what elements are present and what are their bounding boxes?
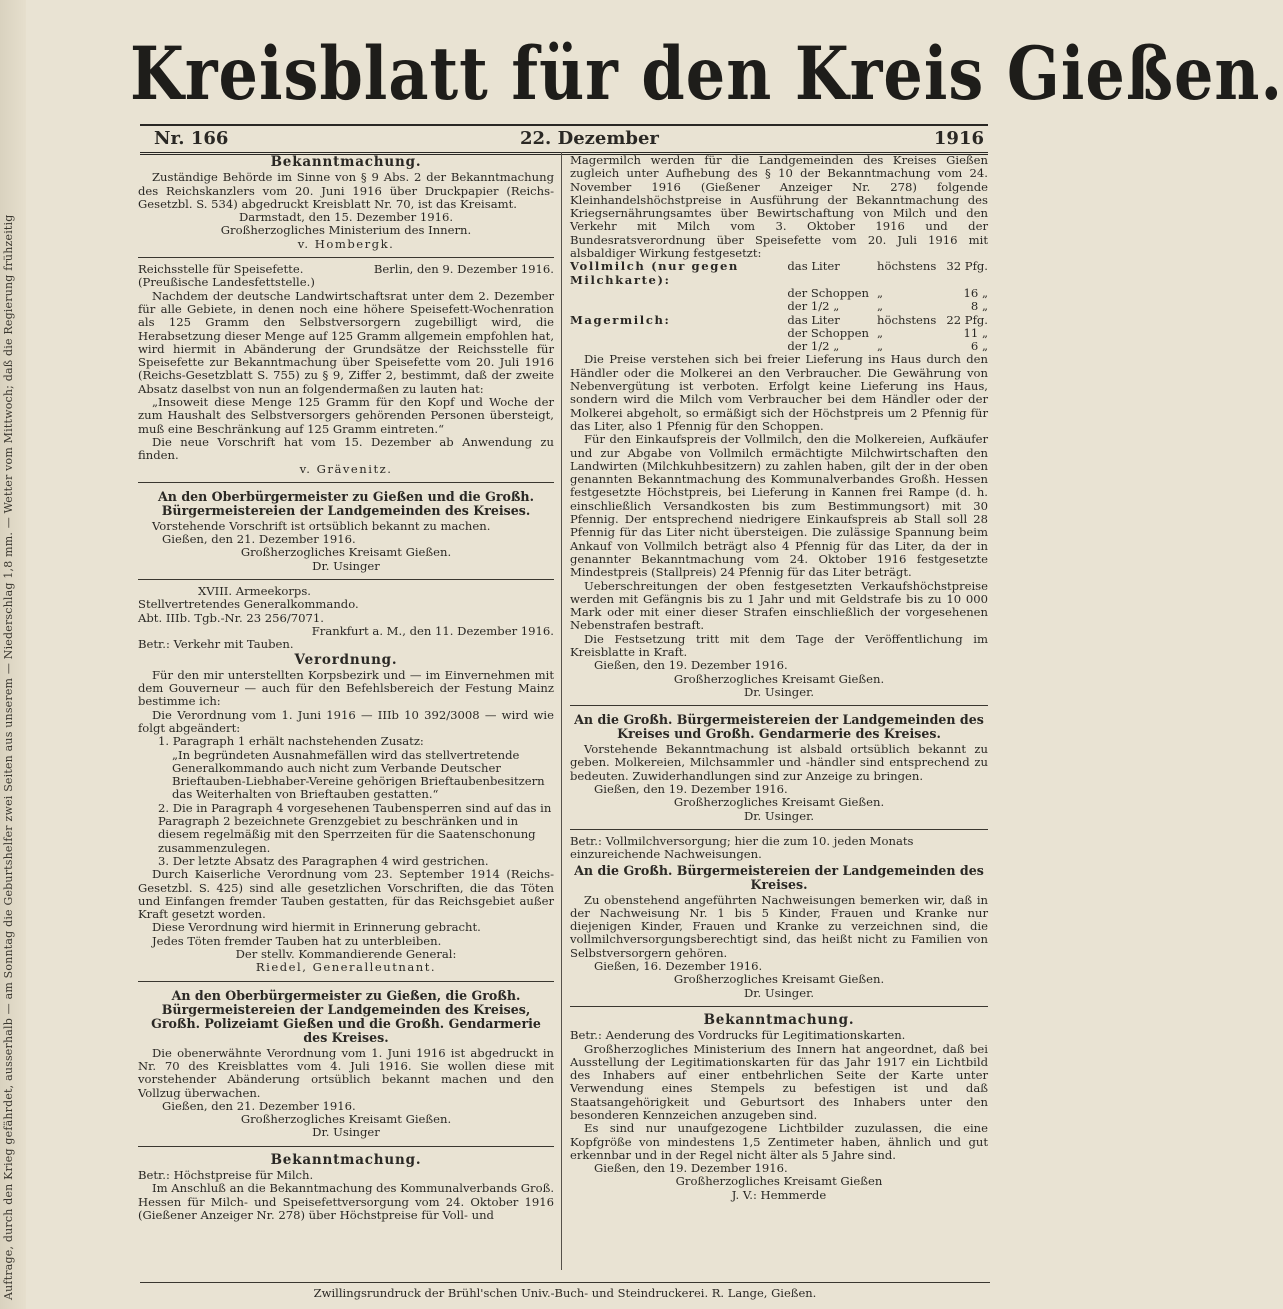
price-ditto: höchstens [877, 259, 937, 274]
notice-body: Großherzogliches Ministerium des Innern hat angeordnet, daß bei Ausstellung der Legitimationskarten für das Jahr 1917 ein Lichtbild des Inhabers auf einer entbehrlichen Seite der Karte unter Verwendung eines Stempels zu befestigen ist und daß Staatsangehörigkeit und Geburtsort des Inhabers unter den besonderen Kennzeichen anzugeben sind. [570, 1041, 988, 1122]
price-ditto: „ [877, 339, 884, 354]
issue-year: 1916 [933, 128, 984, 149]
right-column [570, 152, 988, 1272]
notice-heading: Bekanntmachung. [270, 154, 422, 170]
notice-address: An die Großh. Bürgermeistereien der Landgemeinden des Kreises und Großh. Gendarmerie des Kreises. [574, 712, 984, 742]
notice-place-date: Gießen, den 19. Dezember 1916. [594, 1161, 788, 1176]
price-label: Vollmilch (nur gegen Milchkarte): [570, 259, 739, 287]
notice-speisefette-address [138, 486, 554, 577]
notice-paragraph: Die Verordnung vom 1. Juni 1916 — IIIb 10 392/3008 — wird wie folgt abgeändert: [138, 707, 554, 735]
section-rule [138, 579, 554, 580]
left-column [138, 152, 554, 1272]
notice-authority: Großherzogliches Kreisamt Gießen. [240, 1112, 452, 1127]
notice-paragraph: Durch Kaiserliche Verordnung vom 23. September 1914 (Reichs-Gesetzbl. S. 425) sind alle gesetzlichen Vorschriften, die das Töten und Einfangen fremder Tauben gestatten, für das Reichsgebiet außer Kraft gesetzt worden. [138, 867, 554, 922]
notice-subject: Betr.: Vollmilchversorgung; hier die zum 10. jeden Monats einzureichende Nachweisungen. [570, 833, 914, 862]
price-value: 6 „ [970, 339, 988, 354]
notice-sender: Reichsstelle für Speisefette. [138, 262, 304, 277]
notice-signature: Dr. Usinger. [743, 808, 815, 823]
notice-command: Stellvertretendes Generalkommando. [138, 597, 359, 612]
notice-body: Zu obenstehend angeführten Nachweisungen bemerken wir, daß in der Nachweisung Nr. 1 bis 5 Kinder, Frauen und Kranke nur diejenigen Kinder, Frauen und Kranke zu verzeichnen sind, die vollmilchversorgungsberechtigt sind, das heißt nicht zu Familien von Selbstversorgern gehören. [570, 892, 988, 960]
notice-signature: Riedel, Generalleutnant. [255, 960, 437, 975]
notice-body: Zuständige Behörde im Sinne von § 9 Abs. 2 der Bekanntmachung des Reichskanzlers vom 20. Juni 1916 über Druckpapier (Reichs-Gesetzbl. S. 534) abgedruckt Kreisblatt Nr. 70, ist das Kreisamt. [138, 170, 554, 211]
column-divider [561, 152, 562, 1270]
notice-place-date: Frankfurt a. M., den 11. Dezember 1916. [311, 623, 554, 638]
price-value: 32 Pfg. [946, 259, 988, 274]
notice-signature: v. Hombergk. [297, 236, 395, 251]
price-unit: der Schoppen [787, 325, 869, 340]
price-ditto: „ [877, 299, 884, 314]
notice-subject: Betr.: Höchstpreise für Milch. [138, 1168, 314, 1182]
notice-tauben-address [138, 985, 554, 1144]
price-ditto: „ [877, 325, 884, 340]
notice-paragraph: Diese Verordnung wird hiermit in Erinnerung gebracht. [152, 920, 481, 935]
price-unit: der Schoppen [787, 285, 869, 300]
issue-number: Nr. 166 [154, 128, 229, 149]
table-row [570, 340, 988, 353]
notice-tauben [138, 583, 554, 979]
price-value: 8 „ [970, 299, 988, 314]
section-rule [138, 257, 554, 258]
price-ditto: höchstens [877, 312, 937, 327]
adjacent-page-text: Auftrage, durch den Krieg gefährdet, ausserhalb — am Sonntag die Geburtshelfer zwei Seiten aus unserem — Niederschlag 1,8 mm. — Wetter vom Mittwoch; daß die Regierung frühzeitig [2, 214, 15, 1300]
notice-sender-sub: (Preußische Landesfettstelle.) [138, 275, 315, 290]
notice-item: 1. Paragraph 1 erhält nachstehenden Zusatz: [158, 734, 424, 749]
printer-imprint: Zwillingsrundruck der Brühl'schen Univ.-Buch- und Steindruckerei. R. Lange, Gießen. [140, 1282, 990, 1303]
notice-heading: Verordnung. [294, 651, 398, 668]
notice-authority: Großherzogliches Kreisamt Gießen. [240, 545, 452, 560]
table-row [570, 287, 988, 300]
price-label: Magermilch: [570, 312, 671, 327]
price-unit: der 1/2 „ [787, 299, 840, 314]
adjacent-page-strip [0, 0, 26, 1309]
notice-body: Nachdem der deutsche Landwirtschaftsrat unter dem 2. Dezember für alle Gebiete, in denen noch eine höhere Speisefett-Wochenration als 125 Gramm den Selbstversorgern zugebilligt wird, die Herabsetzung dieser Menge auf 125 Gramm allgemein empfohlen hat, wird hiermit in Abänderung der Grundsätze der Reichsstelle für Speisefette zur Bekanntmachung über Speisefette vom 20. Juli 1916 (Reichs-Gesetzblatt S. 755) zu § 9, Ziffer 2, bestimmt, daß der zweite Absatz daselbst von nun an folgendermaßen zu lauten hat: [138, 288, 555, 396]
issue-bar [140, 124, 988, 155]
price-value: 22 Pfg. [946, 312, 988, 327]
issue-date: 22. Dezember [520, 128, 659, 149]
notice-place-date: Gießen, den 19. Dezember 1916. [594, 782, 788, 797]
price-value: 16 „ [963, 285, 988, 300]
section-rule [570, 829, 988, 830]
masthead-title: Kreisblatt für den Kreis Gießen. [130, 30, 1283, 117]
notice-signature: J. V.: Hemmerde [731, 1187, 827, 1202]
price-value: 11 „ [963, 325, 988, 340]
notice-signature: Dr. Usinger [312, 1125, 380, 1140]
notice-address: An die Großh. Bürgermeistereien der Landgemeinden des Kreises. [574, 862, 984, 892]
notice-authority: Großherzogliches Kreisamt Gießen. [673, 972, 885, 987]
notice-paragraph: Ueberschreitungen der oben festgesetzten Verkaufshöchstpreise werden mit Gefängnis bis zu 1 Jahr und mit Geldstrafe bis zu 10 000 Mark oder mit einer dieser Strafen einschließlich der vorgesehenen Nebenstrafen bestraft. [570, 578, 988, 633]
notice-authority: Großherzogliches Kreisamt Gießen. [673, 671, 885, 686]
notice-intro: Für den mir unterstellten Korpsbezirk und — im Einvernehmen mit dem Gouverneur — auch für den Befehlsbereich der Festung Mainz bestimme ich: [138, 667, 554, 709]
notice-body: Vorstehende Vorschrift ist ortsüblich bekannt zu machen. [152, 518, 491, 533]
table-row [570, 314, 988, 327]
section-rule [138, 981, 554, 982]
notice-reference: Abt. IIIb. Tgb.-Nr. 23 256/7071. [138, 610, 324, 625]
notice-paragraph: Für den Einkaufspreis der Vollmilch, den die Molkereien, Aufkäufer und zur Abgabe von Vollmilch ermächtigte Milchwirtschaften den Landwirten (Milchkuhbesitzern) zu zahlen haben, gilt der in der oben genannten Bekanntmachung des Kommunalverbandes Großh. Hessen festgesetzte Höchstpreis, bei Lieferung in Kannen frei Rampe (d. h. einschließlich Versandkosten bis zum Bestimmungsort) mit 30 Pfennig. Der entsprechend niedrigere Einkaufspreis ab Stall soll 28 Pfennig für das Liter nicht übersteigen. Die zulässige Spannung beim Ankauf von Vollmilch beträgt also 4 Pfennig für das Liter, da der in genannter Bekanntmachung vom 24. Oktober 1916 festgesetzte Mindestpreis (Stallpreis) 24 Pfennig für das Liter beträgt. [570, 432, 988, 580]
notice-place-date: Gießen, den 21. Dezember 1916. [162, 1098, 356, 1113]
notice-place-date: Gießen, den 21. Dezember 1916. [162, 532, 356, 547]
notice-signature: v. Grävenitz. [299, 461, 393, 476]
notice-authority: Großherzogliches Kreisamt Gießen. [673, 795, 885, 810]
notice-vollmilchversorgung [570, 833, 988, 1004]
notice-body: Im Anschluß an die Bekanntmachung des Kommunalverbands Groß. Hessen für Milch- und Speisefettversorgung vom 24. Oktober 1916 (Gießener Anzeiger Nr. 278) über Höchstpreise für Voll- und [138, 1181, 554, 1222]
table-row [570, 300, 988, 313]
notice-legitimationskarten [570, 1010, 988, 1206]
notice-body: Vorstehende Bekanntmachung ist alsbald ortsüblich bekannt zu geben. Molkereien, Milchsammler und -händler sind entsprechend zu bedeuten. Zuwiderhandlungen sind zur Anzeige zu bringen. [570, 742, 988, 783]
table-row [570, 327, 988, 340]
notice-item-quote: „In begründeten Ausnahmefällen wird das stellvertretende Generalkommando auch nicht zum Verbande Deutscher Brieftauben-Liebhaber-Vereine gehörigen Brieftaubenbesitzern das Weiterhalten von Brieftauben gestatten.“ [172, 747, 545, 802]
notice-authority: Großherzogliches Kreisamt Gießen [675, 1174, 883, 1189]
notice-place-date: Berlin, den 9. Dezember 1916. [373, 262, 554, 277]
price-ditto: „ [877, 285, 884, 300]
notice-corps: XVIII. Armeekorps. [198, 584, 311, 599]
price-unit: der 1/2 „ [787, 339, 840, 354]
notice-subject: Betr.: Aenderung des Vordrucks für Legitimationskarten. [570, 1028, 906, 1043]
section-rule [138, 1146, 554, 1147]
notice-speisefette [138, 261, 554, 480]
section-rule [138, 482, 554, 483]
notice-heading: Bekanntmachung. [270, 1151, 422, 1168]
notice-address: An den Oberbürgermeister zu Gießen und die Großh. Bürgermeistereien der Landgemeinden des Kreises. [158, 488, 534, 518]
notice-signature: Dr. Usinger. [743, 985, 815, 1000]
notice-place-date: Gießen, 16. Dezember 1916. [594, 959, 763, 974]
section-rule [570, 705, 988, 706]
notice-paragraph: Es sind nur unaufgezogene Lichtbilder zuzulassen, die eine Kopfgröße von mindestens 1,5 Zentimeter haben, ähnlich und gut erkennbar und in der Regel nicht älter als 5 Jahre sind. [570, 1121, 988, 1162]
notice-body: Die obenerwähnte Verordnung vom 1. Juni 1916 ist abgedruckt in Nr. 70 des Kreisblattes vom 4. Juli 1916. Sie wollen diese mit vorstehender Abänderung ortsüblich bekannt machen und den Vollzug überwachen. [138, 1045, 554, 1100]
table-row [570, 260, 988, 287]
notice-effective: Die neue Vorschrift hat vom 15. Dezember ab Anwendung zu finden. [138, 434, 554, 463]
notice-item: 2. Die in Paragraph 4 vorgesehenen Taubensperren sind auf das in Paragraph 2 bezeichnete Grenzgebiet zu beschränken und in diesem regelmäßig mit den Sperrzeiten für die Saatenschonung zusammenzulegen. [158, 800, 552, 855]
notice-place-date: Darmstadt, den 15. Dezember 1916. [238, 210, 454, 225]
notice-body: Magermilch werden für die Landgemeinden des Kreises Gießen zugleich unter Aufhebung des § 10 der Bekanntmachung vom 24. November 1916 (Gießener Anzeiger Nr. 278) folgende Kleinhandelshöchstpreise in Ausführung der Bekanntmachung des Kriegsernährungsamtes über Bewirtschaftung von Milch und den Verkehr mit Milch vom 3. Oktober 1916 und der Bundesratsverordnung über Speisefette vom 20. Juli 1916 mit alsbaldiger Wirkung festgesetzt: [570, 153, 988, 261]
notice-subject: Betr.: Verkehr mit Tauben. [138, 637, 294, 652]
notice-place-date: Gießen, den 19. Dezember 1916. [594, 658, 788, 673]
price-unit: das Liter [787, 312, 840, 327]
notice-authority: Der stellv. Kommandierende General: [235, 947, 457, 962]
notice-milch-address [570, 709, 988, 827]
notice-address: An den Oberbürgermeister zu Gießen, die Großh. Bürgermeistereien der Landgemeinden des Kreises, Großh. Polizeiamt Gießen und die Großh. Gendarmerie des Kreises. [151, 987, 541, 1045]
section-rule [570, 1006, 988, 1007]
notice-paragraph: Jedes Töten fremder Tauben hat zu unterbleiben. [152, 933, 442, 948]
price-table-vollmilch [570, 260, 988, 353]
price-unit: das Liter [787, 259, 840, 274]
notice-milch-continued [570, 152, 988, 703]
notice-signature: Dr. Usinger. [743, 684, 815, 699]
notice-heading: Bekanntmachung. [703, 1011, 855, 1028]
notice-authority: Großherzogliches Ministerium des Innern. [220, 223, 472, 238]
notice-milch [138, 1150, 554, 1226]
notice-paragraph: Die Preise verstehen sich bei freier Lieferung ins Haus durch den Händler oder die Molkerei an den Verbraucher. Die Gewährung von Nebenvergütung ist verboten. Erfolgt keine Lieferung ins Haus, sondern wird die Milch vom Verbraucher bei dem Händler oder der Molkerei abgeholt, so ermäßigt sich der Höchstpreis um 2 Pfennig für das Liter, also 1 Pfennig für den Schoppen. [570, 352, 988, 433]
notice-quote: „Insoweit diese Menge 125 Gramm für den Kopf und Woche der zum Haushalt des Selbstversorgers gehörenden Personen übersteigt, muß eine Beschränkung auf 125 Gramm eintreten.“ [138, 395, 554, 436]
notice-paragraph: Die Festsetzung tritt mit dem Tage der Veröffentlichung im Kreisblatte in Kraft. [570, 631, 988, 659]
notice-druckpapier [138, 152, 554, 255]
notice-item: 3. Der letzte Absatz des Paragraphen 4 wird gestrichen. [158, 853, 489, 868]
notice-signature: Dr. Usinger [312, 558, 380, 573]
